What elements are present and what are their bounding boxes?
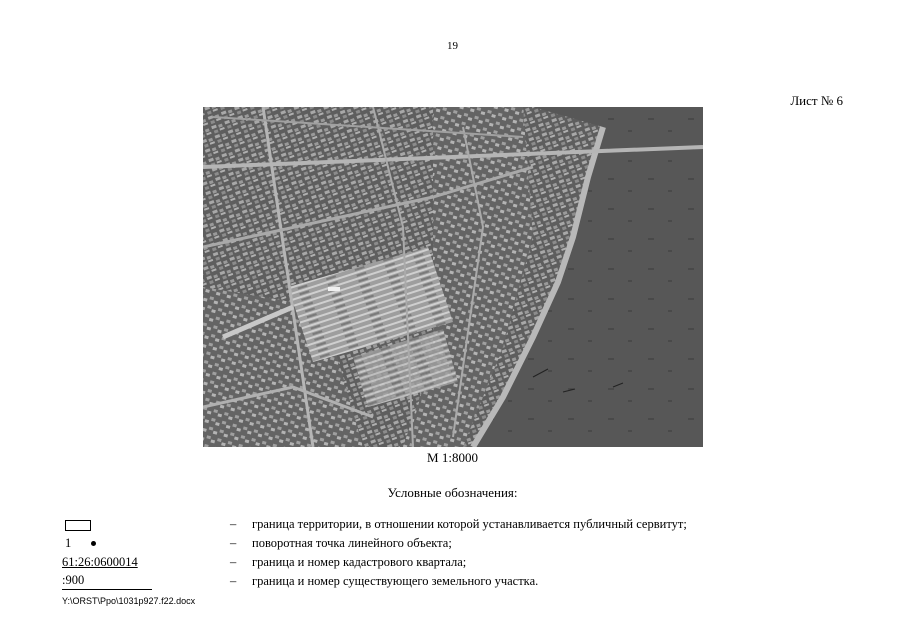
quarter-number: 61:26:0600014 [62, 555, 138, 569]
dot-icon [91, 541, 96, 546]
page-number: 19 [447, 40, 458, 52]
legend-title: Условные обозначения: [387, 485, 518, 500]
legend-symbol [62, 554, 212, 573]
legend-item-land-parcel [62, 573, 862, 592]
footer-file-path: Y:\ORST\Ppo\1031p927.f22.docx [62, 596, 196, 606]
legend-text: граница и номер кадастрового квартала; [252, 555, 467, 569]
parcel-line-icon [62, 589, 152, 590]
legend-text: граница и номер существующего земельного участка. [252, 574, 539, 588]
legend-item-turning-point [62, 535, 862, 554]
legend-dash: – [230, 517, 237, 531]
legend-symbol [62, 516, 212, 535]
legend-text: поворотная точка линейного объекта; [252, 536, 452, 550]
sheet-label: Лист № 6 [790, 93, 843, 108]
legend-text: граница территории, в отношении которой устанавливается публичный сервитут; [252, 517, 687, 531]
aerial-map-image [203, 107, 703, 447]
parcel-number: :900 [62, 573, 85, 587]
legend-item-cadastral-quarter [62, 554, 862, 573]
legend-dash: – [230, 574, 237, 588]
legend-item-servitude-boundary [62, 516, 862, 535]
legend [62, 516, 862, 592]
point-number: 1 [65, 536, 72, 550]
map-scale: М 1:8000 [427, 450, 478, 465]
legend-symbol [62, 573, 212, 592]
legend-symbol [62, 535, 212, 554]
legend-dash: – [230, 555, 237, 569]
rectangle-icon [65, 520, 91, 531]
legend-dash: – [230, 536, 237, 550]
